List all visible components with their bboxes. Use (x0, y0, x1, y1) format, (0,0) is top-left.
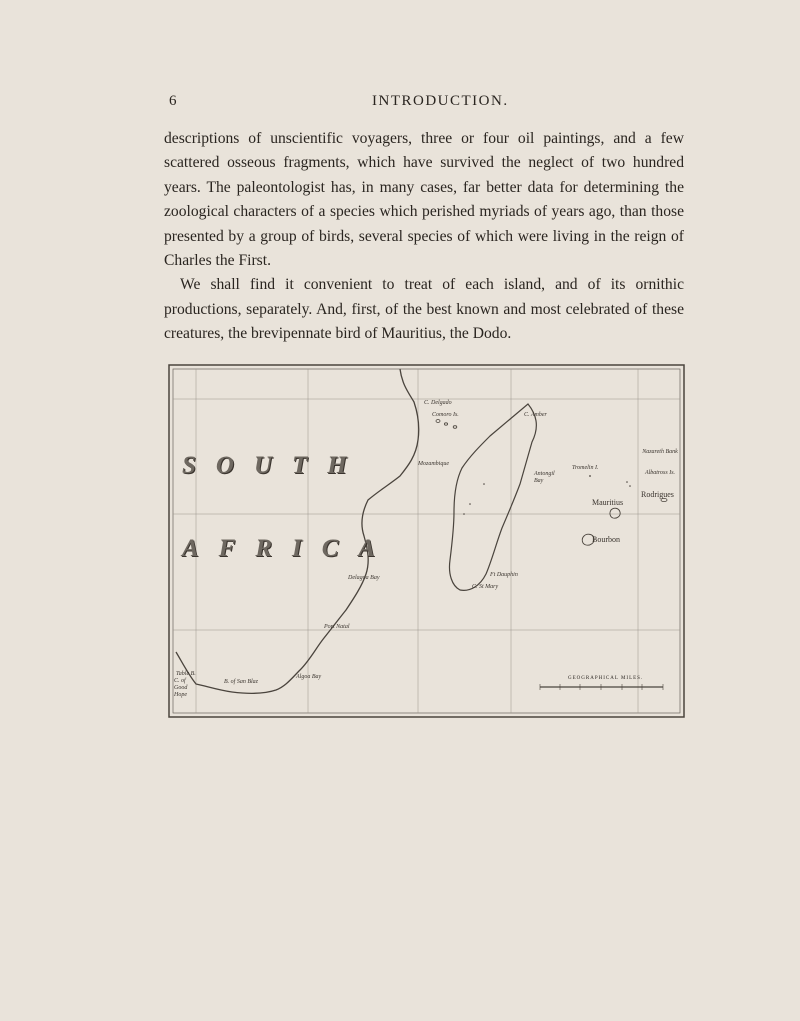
label-c-delgado: C. Delgado (424, 400, 452, 406)
label-tromelin: Tromelin I. (572, 465, 599, 471)
region-label-africa: AFRICA (182, 535, 396, 562)
paragraph-1: descriptions of unscientific voyagers, three or four oil paintings, and a few scattered osseous fragments, which have survived the neglect of two hundred years. The paleontologist has, in many cases, far better data for determining the zoological characters of a species which perished myriads of years ago, than those presented by a group of birds, several species of which were living in the reign of Charles the First. (164, 130, 684, 270)
label-algoa-bay: Algoa Bay (296, 674, 322, 680)
running-head: INTRODUCTION. (372, 93, 509, 109)
label-rodrigues: Rodrigues (641, 490, 674, 499)
body-text (164, 127, 684, 347)
label-comoro-islands: Comoro Is. (432, 412, 459, 418)
paragraph-2: We shall find it convenient to treat of each island, and of its ornithic productions, separately. And, first, of the best known and most celebrated of these creatures, the brevipennate bird of Mauritius, the Dodo. (164, 276, 684, 343)
map-figure (168, 364, 685, 718)
label-b-san-blaz: B. of San Blaz (224, 679, 258, 685)
region-label-south: SOUTH (182, 452, 367, 479)
label-delagoa-bay: Delagoa Bay (348, 575, 380, 581)
label-ft-dauphin: Ft Dauphin (490, 572, 518, 578)
label-nazareth-bank: Nazareth Bank (642, 449, 678, 455)
label-mauritius: Mauritius (592, 498, 624, 507)
africa-coastline (176, 369, 419, 693)
label-port-natal: Port Natal (324, 624, 350, 630)
label-mozambique: Mozambique (418, 461, 449, 467)
label-albatross-islands: Albatross Is. (644, 470, 676, 476)
label-table-bay: Table B. (176, 671, 196, 677)
label-antongil-bay: Antongil Bay (534, 471, 555, 484)
madagascar-coastline (449, 404, 536, 590)
label-c-good-hope: C. of Good Hope (174, 678, 188, 698)
label-c-amber: C. Amber (524, 412, 547, 418)
mauritius-island (610, 508, 620, 518)
label-c-st-mary: C. St Mary (472, 584, 499, 590)
page-number: 6 (169, 93, 177, 109)
scale-title: GEOGRAPHICAL MILES. (568, 676, 644, 681)
comoro-islands (436, 420, 457, 429)
page-header (0, 93, 800, 113)
label-bourbon: Bourbon (592, 535, 620, 544)
